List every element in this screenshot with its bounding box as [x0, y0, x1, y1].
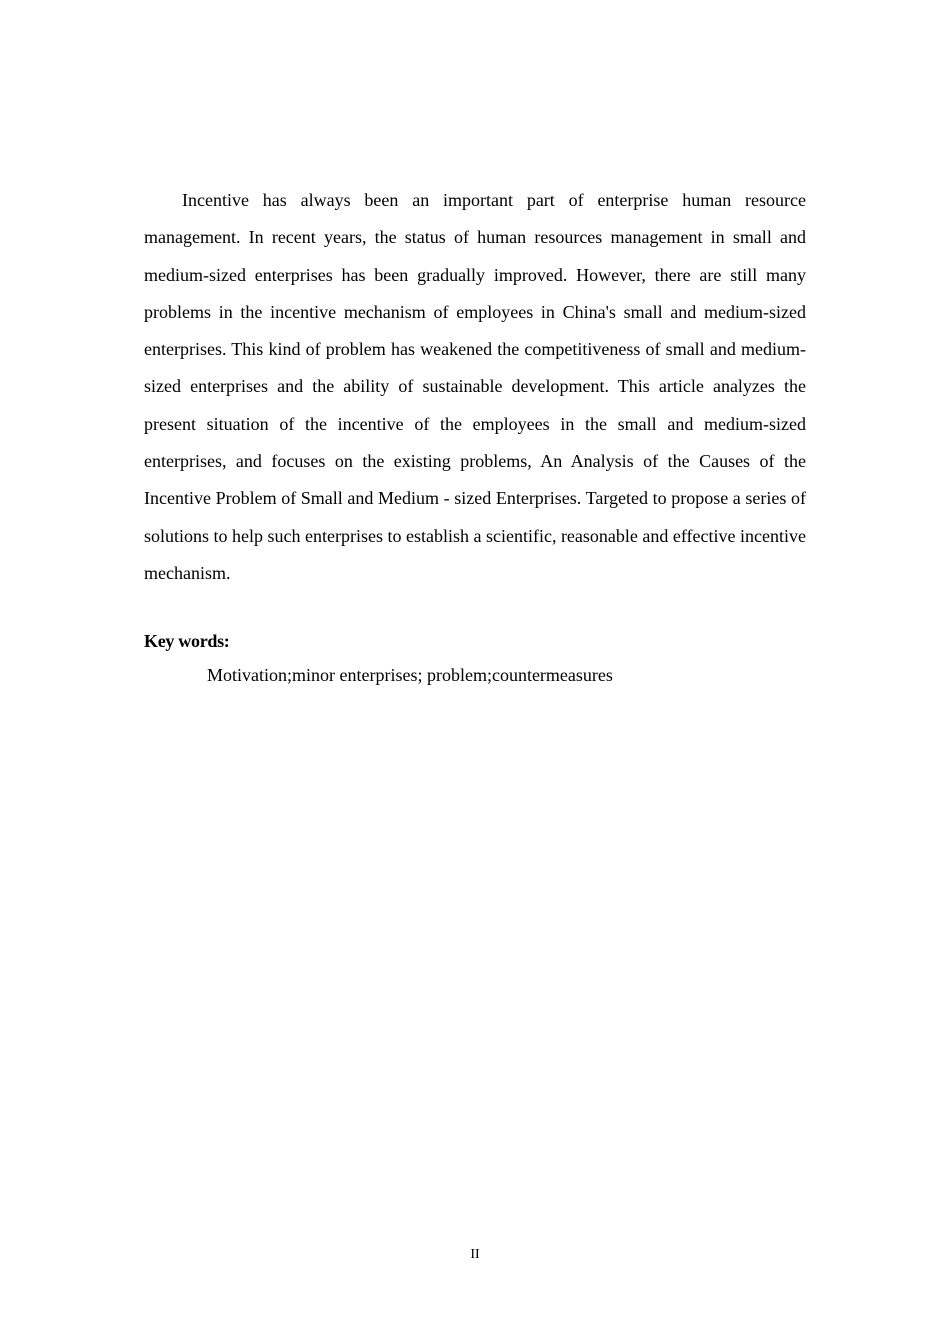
- keywords-heading: Key words:: [144, 631, 230, 651]
- abstract-paragraph: Incentive has always been an important part of enterprise human resource management. In recent years, the status of human resources management in small and medium-sized enterprises has been gradually improved. However, there are still many problems in the incentive mechanism of employees in China's small and medium-sized enterprises. This kind of problem has weakened the competitiveness of small and medium-sized enterprises and the ability of sustainable development. This article analyzes the present situation of the incentive of the employees in the small and medium-sized enterprises, and focuses on the existing problems, An Analysis of the Causes of the Incentive Problem of Small and Medium - sized Enterprises. Targeted to propose a series of solutions to help such enterprises to establish a scientific, reasonable and effective incentive mechanism.: [144, 190, 806, 583]
- keywords-list: Motivation;minor enterprises; problem;countermeasures: [207, 665, 613, 685]
- page-number: II: [470, 1247, 480, 1262]
